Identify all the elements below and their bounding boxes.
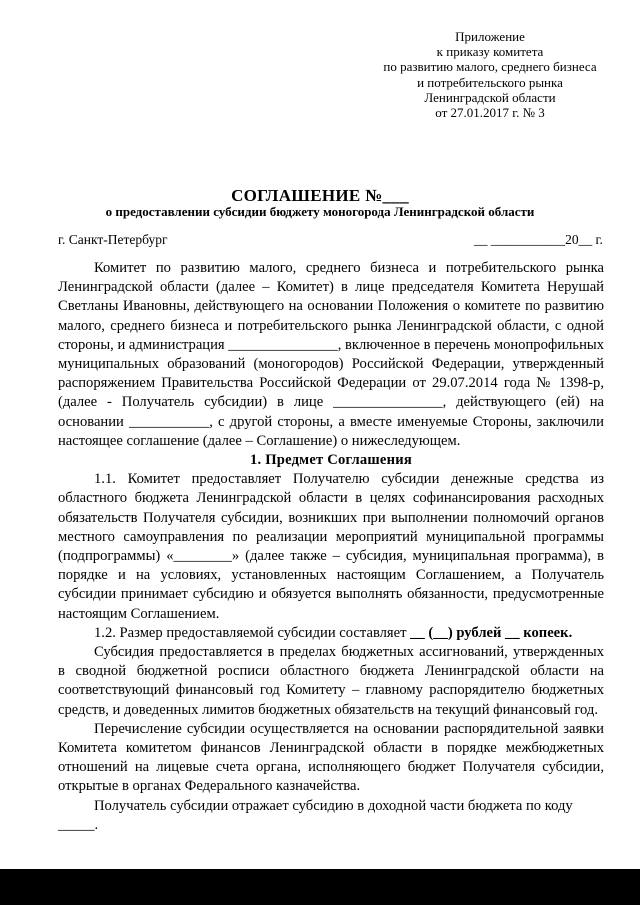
subsidy-reflection-paragraph: Получатель субсидии отражает субсидию в доходной части бюджета по коду xyxy=(94,797,573,814)
document-title: СОГЛАШЕНИЕ №___ xyxy=(231,186,409,205)
budget-code-blank: _____. xyxy=(58,816,99,833)
subsidy-transfer-paragraph: Перечисление субсидии осуществляется на основании распорядительной заявки Комитета комитетом финансов Ленинградской области в порядке межбюджетных отношений на лицевые счета органа, исполняющего бюджет Получателя субсидии, открытые в органах Федерального казначейства. xyxy=(58,720,604,795)
subsidy-amount: __ (__) рублей __ копеек. xyxy=(410,624,573,641)
subsidy-limits-paragraph: Субсидия предоставляется в пределах бюджетных ассигнований, утвержденных в сводной бюджетной росписи областного бюджета Ленинградской области на соответствующий финансовый год Комитету – главному распорядителю бюджетных средств, и доведенных лимитов бюджетных обязательств на текущий финансовый год. xyxy=(58,644,604,718)
section-heading: 1. Предмет Соглашения xyxy=(250,452,412,469)
agreement-body xyxy=(58,259,604,835)
appendix-block xyxy=(370,29,610,120)
appendix-line: Ленинградской области xyxy=(424,89,556,105)
agreement-date: __ ___________20__ г. xyxy=(474,232,603,247)
appendix-line: Приложение xyxy=(455,29,525,44)
scan-edge-bar xyxy=(0,869,640,905)
appendix-line: по развитию малого, среднего бизнеса xyxy=(383,59,597,75)
appendix-line: от 27.01.2017 г. № 3 xyxy=(435,105,545,121)
appendix-line: к приказу комитета xyxy=(436,44,544,60)
clause-1-1: 1.1. Комитет предоставляет Получателю субсидии денежные средства из областного бюджета Ленинградской области в целях софинансирования расходных обязательств Получателя субсидии, возникших при выполнении полномочий органов местного самоуправления по реализации мероприятий муниципальной программы (подпрограммы) «________» (далее также – субсидия, муниципальная программа), в порядке и на условиях, установленных настоящим Соглашением, а Получатель субсидии принимает субсидию и обязуется выполнять обязанности, предусмотренные настоящим Соглашением. xyxy=(58,471,604,622)
intro-paragraph: Комитет по развитию малого, среднего бизнеса и потребительского рынка Ленинградской области (далее – Комитет) в лице председателя Комитета Нерушай Светланы Ивановны, действующего на основании Положения о комитете по развитию малого, среднего бизнеса и потребительского рынка Ленинградской области, с одной стороны, и администрация _______________, включенное в перечень монопрофильных муниципальных образований (моногородов) Российской Федерации, утвержденный распоряжением Правительства Российской Федерации от 29.07.2014 года № 1398-р, (далее - Получатель субсидии) в лице _______________, действующего (ей) на основании ___________, с другой стороны, а вместе именуемые Стороны, заключили настоящее соглашение (далее – Соглашение) о нижеследующем. xyxy=(58,260,605,449)
place-of-signing: г. Санкт-Петербург xyxy=(58,232,168,247)
document-subtitle: о предоставлении субсидии бюджету моногорода Ленинградской области xyxy=(105,204,535,219)
clause-1-2 xyxy=(58,624,604,643)
appendix-line: и потребительского рынка xyxy=(417,74,563,90)
clause-1-2-text: 1.2. Размер предоставляемой субсидии составляет xyxy=(94,624,407,641)
